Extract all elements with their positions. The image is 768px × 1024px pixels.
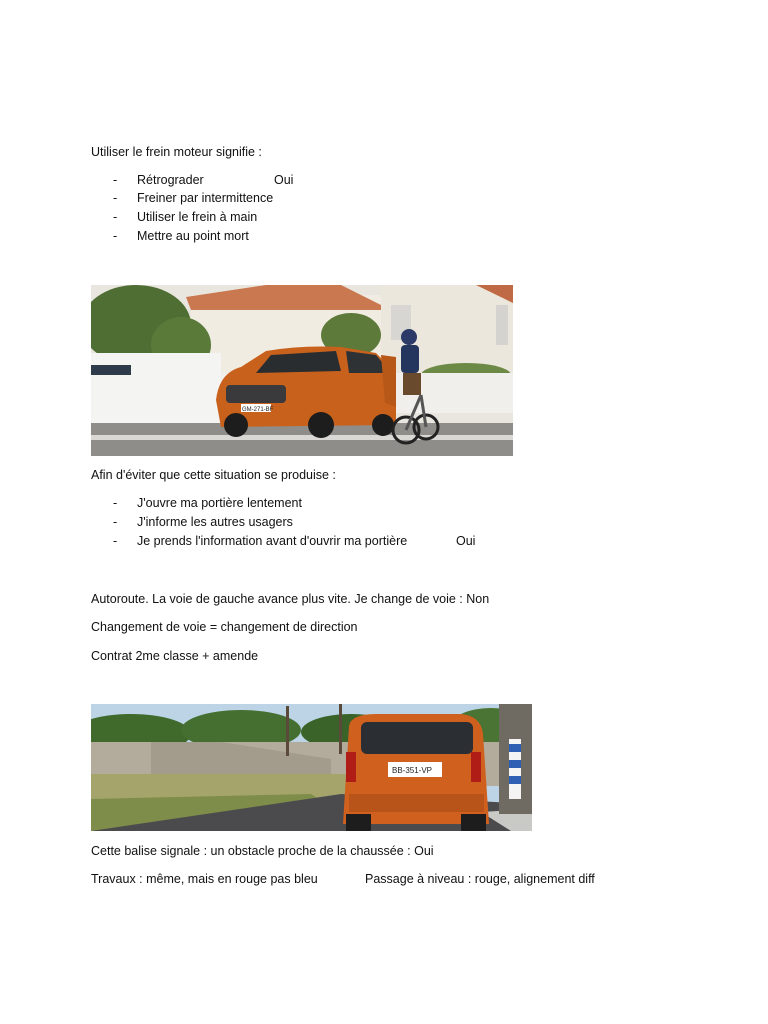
plate-text: BB-351-VP bbox=[392, 766, 433, 775]
answer-oui: Oui bbox=[456, 534, 476, 548]
bullet-dash: - bbox=[113, 229, 118, 243]
option-1-2: - Freiner par intermittence bbox=[113, 191, 274, 205]
note-travaux: Travaux : même, mais en rouge pas bleu bbox=[91, 872, 318, 886]
option-1-3: - Utiliser le frein à main bbox=[113, 210, 258, 224]
bullet-dash: - bbox=[113, 496, 118, 510]
note-autoroute: Autoroute. La voie de gauche avance plus vite. Je change de voie : Non bbox=[91, 592, 490, 606]
question-2: Afin d'éviter que cette situation se produise : bbox=[91, 468, 336, 482]
bullet-dash: - bbox=[113, 173, 118, 187]
note-contrat: Contrat 2me classe + amende bbox=[91, 649, 259, 663]
note-passage-niveau: Passage à niveau : rouge, alignement diff bbox=[365, 872, 595, 886]
bullet-dash: - bbox=[113, 210, 118, 224]
bullet-dash: - bbox=[113, 191, 118, 205]
photo-car-balise bbox=[91, 704, 532, 831]
plate-text: GM-271-BF bbox=[242, 407, 274, 413]
option-1-4: - Mettre au point mort bbox=[113, 229, 249, 243]
answer-oui: Oui bbox=[274, 173, 294, 187]
option-1-1: - Rétrograder bbox=[113, 173, 204, 187]
option-2-1: - J'ouvre ma portière lentement bbox=[113, 496, 302, 510]
option-2-3: - Je prends l'information avant d'ouvrir ma portière bbox=[113, 534, 408, 548]
option-2-2: - J'informe les autres usagers bbox=[113, 515, 293, 529]
bullet-dash: - bbox=[113, 534, 118, 548]
bullet-dash: - bbox=[113, 515, 118, 529]
note-changement: Changement de voie = changement de direction bbox=[91, 620, 358, 634]
balise-answer: Cette balise signale : un obstacle proche de la chaussée : Oui bbox=[91, 844, 434, 858]
question-1: Utiliser le frein moteur signifie : bbox=[91, 145, 262, 159]
photo-car-door-cyclist bbox=[91, 285, 513, 456]
